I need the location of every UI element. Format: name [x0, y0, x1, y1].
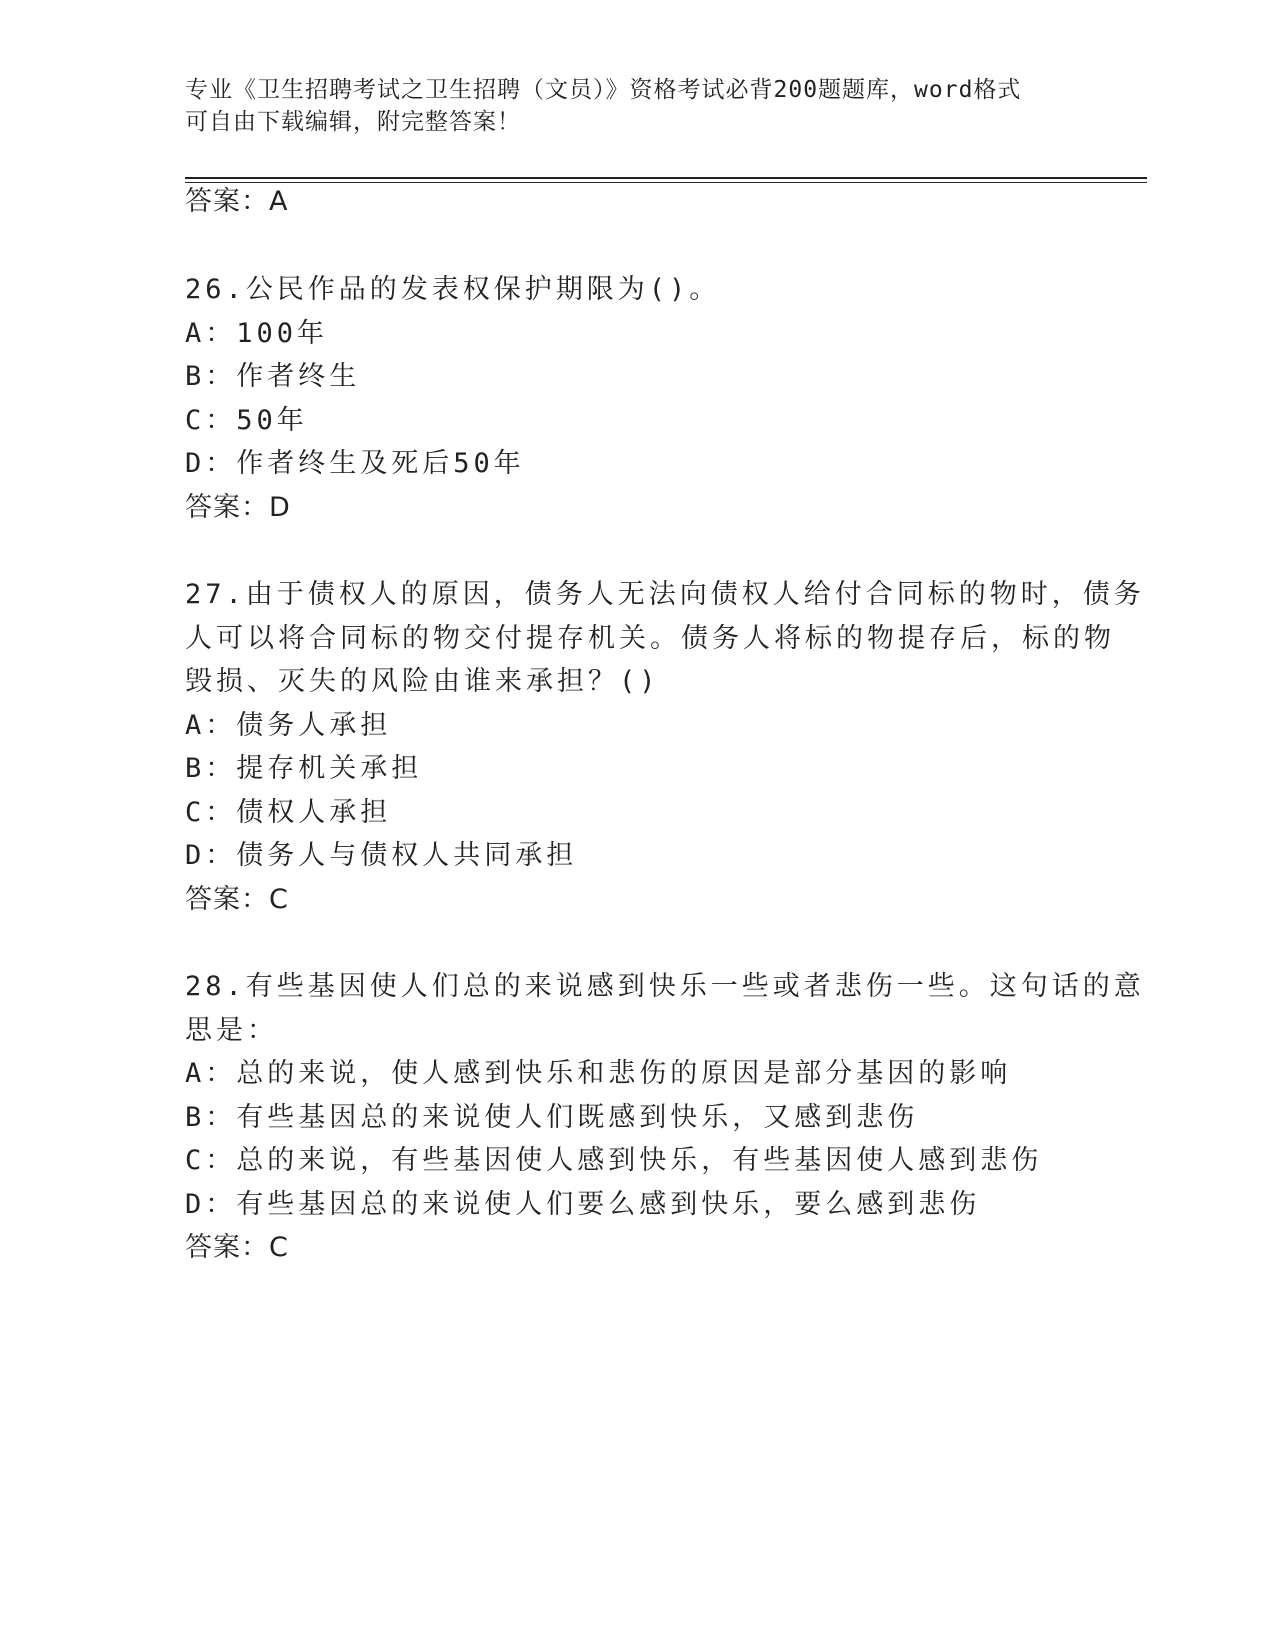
- option-b: B：作者终生: [185, 361, 361, 392]
- header-divider-thin: [185, 182, 1147, 183]
- option-c: C：总的来说，有些基因使人感到快乐，有些基因使人感到悲伤: [185, 1145, 1043, 1176]
- option-c: C：50年: [185, 405, 308, 436]
- option-b: B：有些基因总的来说使人们既感到快乐，又感到悲伤: [185, 1102, 919, 1133]
- header-line: 专业《卫生招聘考试之卫生招聘（文员）》资格考试必背200题题库，word格式: [185, 77, 1022, 103]
- question-text: 27.由于债权人的原因，债务人无法向债权人给付合同标的物时，债务: [185, 579, 1145, 610]
- answer-line: 答案：A: [185, 186, 289, 217]
- option-d: D：作者终生及死后50年: [185, 448, 525, 479]
- question-text: 人可以将合同标的物交付提存机关。债务人将标的物提存后，标的物: [185, 623, 1115, 654]
- question-text: 毁损、灭失的风险由谁来承担？(): [185, 666, 660, 697]
- answer-line: 答案：C: [185, 884, 289, 915]
- answer-line: 答案：C: [185, 1232, 289, 1263]
- answer-line: 答案：D: [185, 492, 291, 523]
- option-a: A：债务人承担: [185, 710, 392, 741]
- header-text: [185, 74, 1065, 138]
- option-a: A：100年: [185, 318, 329, 349]
- question-text: 思是：: [185, 1015, 278, 1046]
- header-line: 可自由下载编辑，附完整答案！: [185, 109, 521, 135]
- option-a: A：总的来说，使人感到快乐和悲伤的原因是部分基因的影响: [185, 1058, 1012, 1089]
- option-d: D：有些基因总的来说使人们要么感到快乐，要么感到悲伤: [185, 1189, 981, 1220]
- question-text: 28.有些基因使人们总的来说感到快乐一些或者悲伤一些。这句话的意: [185, 971, 1145, 1002]
- option-d: D：债务人与债权人共同承担: [185, 840, 578, 871]
- header-divider: [185, 177, 1147, 179]
- option-b: B：提存机关承担: [185, 753, 423, 784]
- option-c: C：债权人承担: [185, 797, 392, 828]
- question-text: 26.公民作品的发表权保护期限为()。: [185, 274, 721, 305]
